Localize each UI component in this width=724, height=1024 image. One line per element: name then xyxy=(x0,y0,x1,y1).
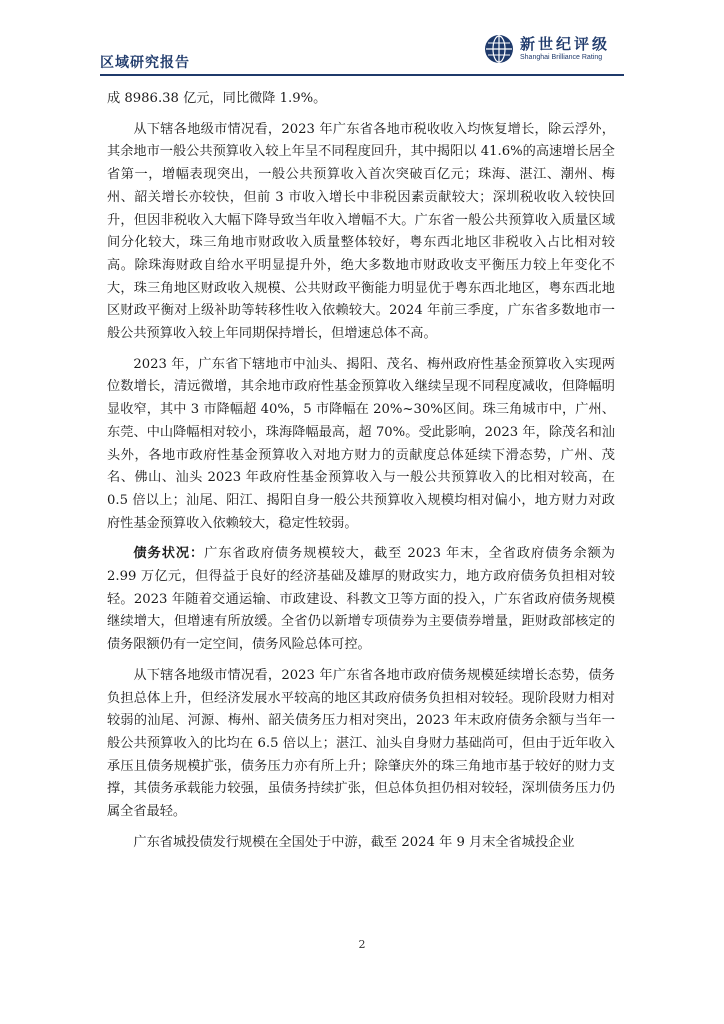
header-divider xyxy=(100,74,624,76)
logo-english-name: Shanghai Brilliance Rating xyxy=(520,54,603,61)
paragraph-2: 从下辖各地级市情况看，2023 年广东省各地市税收收入均恢复增长，除云浮外，其余地市一般公共预算收入较上年呈不同程度回升，其中揭阳以 41.6%的高速增长居全省第一，增幅表现突出，一般公共预算收入首次突破百亿元；珠海、湛江、潮州、梅州、韶关增长亦较快，但前 3 市收入增长中非税因素贡献较大；深圳税收收入较快回升，但因非税收入大幅下降导致当年收入增幅不大。广东省一般公共预算收入质量区域间分化较大，珠三角地市财政收入质量整体较好，粤东西北地区非税收入占比相对较高。除珠海财政自给水平明显提升外，绝大多数地市财政收支平衡压力较上年变化不大，珠三角地区财政收入规模、公共财政平衡能力明显优于粤东西北地区，粤东西北地区财政平衡对上级补助等转移性收入依赖较大。2024 年前三季度，广东省多数地市一般公共预算收入较上年同期保持增长，但增速总体不高。 xyxy=(107,121,615,342)
paragraph-4 xyxy=(107,543,615,657)
paragraph-3: 2023 年，广东省下辖地市中汕头、揭阳、茂名、梅州政府性基金预算收入实现两位数增长，清远微增，其余地市政府性基金预算收入继续呈现不同程度减收，但降幅明显收窄，其中 3 市降幅超 40%，5 市降幅在 20%~30%区间。珠三角城市中，广州、东莞、中山降幅相对较小，珠海降幅最高，超 70%。受此影响，2023 年，除茂名和汕头外，各地市政府性基金预算收入对地方财力的贡献度总体延续下滑态势，广州、茂名、佛山、汕头 2023 年政府性基金预算收入与一般公共预算收入的比相对较高，在 0.5 倍以上；汕尾、阳江、揭阳自身一般公共预算收入规模均相对偏小，地方财力对政府性基金预算收入依赖较大，稳定性较弱。 xyxy=(107,356,615,531)
page-header xyxy=(100,30,624,76)
paragraph-5: 从下辖各地级市情况看，2023 年广东省各地市政府债务规模延续增长态势，债务负担总体上升，但经济发展水平较高的地区其政府债务负担相对较轻。现阶段财力相对较弱的汕尾、河源、梅州、韶关债务压力相对突出，2023 年末政府债务余额与当年一般公共预算收入的比均在 6.5 倍以上；湛江、汕头自身财力基础尚可，但由于近年收入承压且债务规模扩张，债务压力亦有所上升；除肇庆外的珠三角地市基于较好的财力支撑，其债务承载能力较强，虽债务持续扩张，但总体负担仍相对较轻，深圳债务压力仍属全省最轻。 xyxy=(107,667,615,820)
logo-chinese-name: 新世纪评级 xyxy=(520,35,611,53)
body-text xyxy=(107,88,615,855)
paragraph-1: 成 8986.38 亿元，同比微降 1.9%。 xyxy=(107,91,327,106)
paragraph-6: 广东省城投债发行规模在全国处于中游，截至 2024 年 9 月末全省城投企业 xyxy=(133,834,575,850)
brand-logo xyxy=(484,32,624,68)
report-title: 区域研究报告 xyxy=(100,55,190,71)
brilliance-globe-icon xyxy=(484,34,514,64)
debt-status-heading: 债务状况： xyxy=(133,546,205,562)
page-number: 2 xyxy=(358,938,366,951)
paragraph-4-text: 广东省政府债务规模较大，截至 2023 年末，全省政府债务余额为 2.99 万亿元，但得益于良好的经济基础及雄厚的财政实力，地方政府债务负担相对较轻。2023 年随着交通运输、市政建设、科教文卫等方面的投入，广东省政府债务规模继续增大，但增速有所放缓。全省仍以新增专项债券为主要债券增量，距财政部核定的债务限额仍有一定空间，债务风险总体可控。 xyxy=(107,546,615,653)
